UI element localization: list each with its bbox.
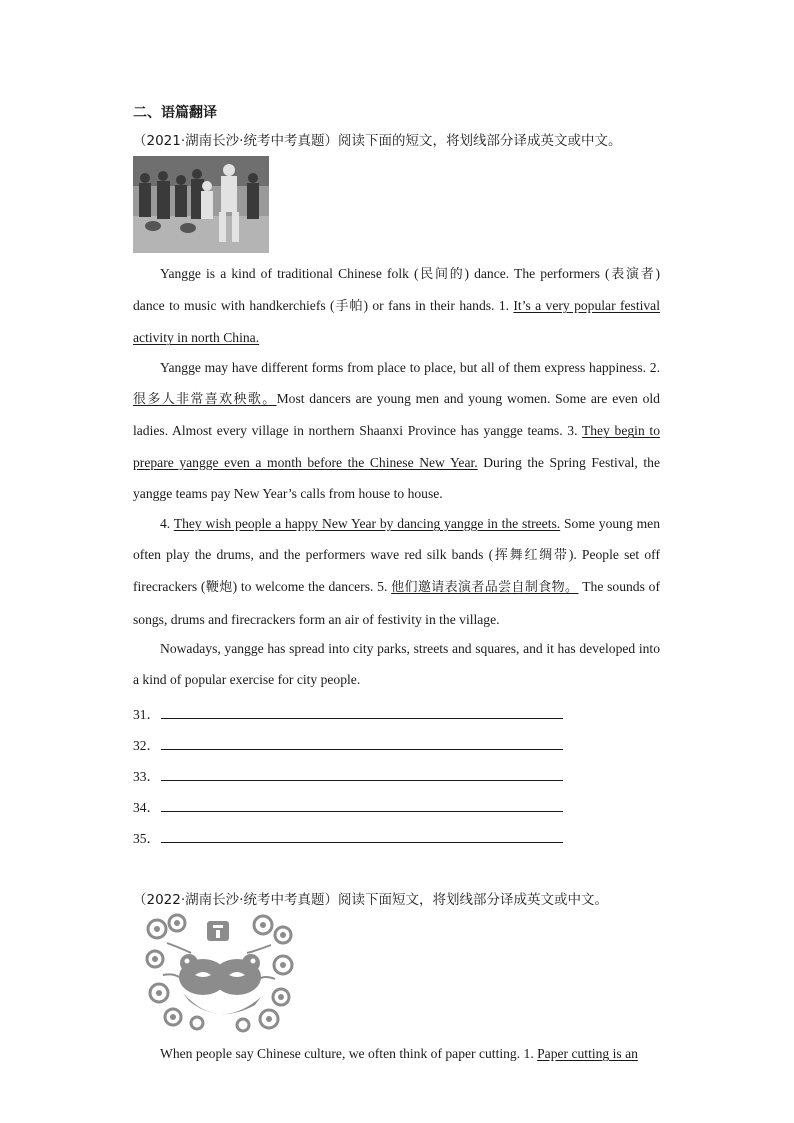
underlined-sentence-4: They wish people a happy New Year by dancing yangge in the streets. (173, 516, 561, 531)
passage1-paragraph-4: Nowadays, yangge has spread into city parks, streets and squares, and it has developed into a kind of popular exercise for city people. (133, 641, 660, 688)
section-heading: 二、语篇翻译 (133, 105, 217, 121)
answer-line-34[interactable]: 34． (133, 796, 563, 816)
yangge-dancers-image (133, 156, 269, 253)
answer-line-33[interactable]: 33． (133, 765, 563, 785)
underlined-sentence-3: They begin to prepare yangge even a month before the Chinese New Year. (133, 423, 660, 470)
passage1-paragraph-2: Yangge may have different forms from place to place, but all of them express happiness. 2. 很多人非常喜欢秧歌。Most dancers are young men and young women. Some are even old ladies. Almost every village in northern Shaanxi Province has yangge teams. 3. They begin to prepare yangge even a month before the Chinese New Year. During the Spring Festival, the yangge teams pay New Year’s calls from house to house. (133, 360, 660, 501)
passage2-source: （2022·湖南长沙·统考中考真题）阅读下面短文，将划线部分译成英文或中文。 (133, 892, 608, 908)
passage1-paragraph-3: 4. They wish people a happy New Year by dancing yangge in the streets. Some young men often play the drums, and the performers wave red silk bands (挥舞红绸带). People set off firecrackers (鞭炮) to welcome the dancers. 5. 他们邀请表演者品尝自制食物。 The sounds of songs, drums and firecrackers form an air of festivity in the village. (133, 516, 660, 627)
paper-cutting-image (143, 913, 295, 1033)
passage1-paragraph-1: Yangge is a kind of traditional Chinese folk (民间的) dance. The performers (表演者) dance to music with handkerchiefs (手帕) or fans in their hands. 1. It’s a very popular festival activity in north China. (133, 266, 660, 346)
passage1-source: （2021·湖南长沙·统考中考真题）阅读下面的短文，将划线部分译成英文或中文。 (133, 133, 622, 149)
answer-line-32[interactable]: 32． (133, 734, 563, 754)
yangge-photo (133, 156, 269, 253)
passage2-paragraph-1: When people say Chinese culture, we often think of paper cutting. 1. Paper cutting is an (160, 1046, 638, 1061)
underlined-sentence-5: 他们邀请表演者品尝自制食物。 (391, 580, 579, 596)
answer-line-35[interactable]: 35． (133, 827, 563, 847)
underlined-sentence-2: 很多人非常喜欢秧歌。 (133, 392, 277, 408)
passage2-underlined-sentence-1: Paper cutting is an (537, 1046, 638, 1061)
answer-line-31[interactable]: 31． (133, 703, 563, 723)
underlined-sentence-1: It’s a very popular festival activity in north China. (133, 298, 660, 346)
paper-cut-bird-image (143, 913, 295, 1033)
